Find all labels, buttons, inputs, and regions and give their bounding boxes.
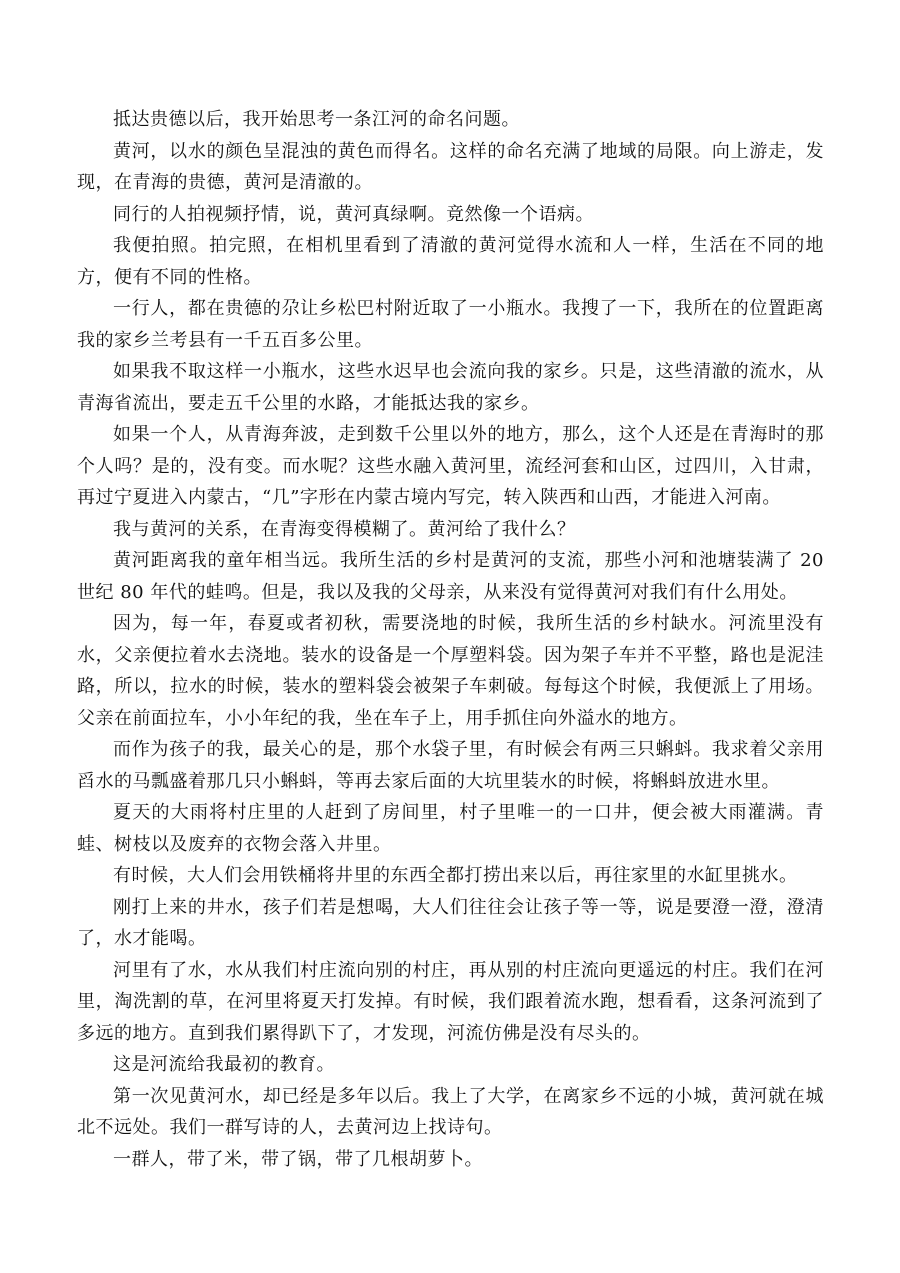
paragraph: 一群人，带了米，带了锅，带了几根胡萝卜。: [113, 1148, 483, 1170]
paragraph: 同行的人拍视频抒情，说，黄河真绿啊。竟然像一个语病。: [113, 203, 594, 225]
paragraph: 如果一个人，从青海奔波，走到数千公里以外的地方，那么，这个人还是在青海时的那个人吗？是的，没有变。而水呢？这些水融入黄河里，流经河套和山区，过四川，入甘肃，再过宁夏进入内蒙古，“几”字形在内蒙古境内写完，转入陕西和山西，才能进入河南。: [77, 424, 824, 508]
paragraph: 第一次见黄河水，却已经是多年以后。我上了大学，在离家乡不远的小城，黄河就在城北不远处。我们一群写诗的人，去黄河边上找诗句。: [77, 1085, 824, 1138]
paragraph: 我便拍照。拍完照，在相机里看到了清澈的黄河觉得水流和人一样，生活在不同的地方，便有不同的性格。: [77, 235, 824, 288]
paragraph: 黄河，以水的颜色呈混浊的黄色而得名。这样的命名充满了地域的局限。向上游走，发现，在青海的贵德，黄河是清澈的。: [77, 140, 824, 193]
paragraph: 夏天的大雨将村庄里的人赶到了房间里，村子里唯一的一口井，便会被大雨灌满。青蛙、树枝以及废弃的衣物会落入井里。: [77, 802, 824, 855]
paragraph: 有时候，大人们会用铁桶将井里的东西全都打捞出来以后，再往家里的水缸里挑水。: [113, 865, 798, 886]
paragraph: 黄河距离我的童年相当远。我所生活的乡村是黄河的支流，那些小河和池塘装满了 20 世纪 80 年代的蛙鸣。但是，我以及我的父母亲，从来没有觉得黄河对我们有什么用处。: [77, 550, 824, 603]
paragraph: 河里有了水，水从我们村庄流向别的村庄，再从别的村庄流向更遥远的村庄。我们在河里，淘洗割的草，在河里将夏天打发掉。有时候，我们跟着流水跑，想看看，这条河流到了多远的地方。直到我们累得趴下了，才发现，河流仿佛是没有尽头的。: [77, 959, 824, 1044]
paragraph: 而作为孩子的我，最关心的是，那个水袋子里，有时候会有两三只蝌蚪。我求着父亲用舀水的马瓢盛着那几只小蝌蚪，等再去家后面的大坑里装水的时候，将蝌蚪放进水里。: [77, 739, 824, 792]
paragraph: 这是河流给我最初的教育。: [113, 1054, 335, 1075]
paragraph: 抵达贵德以后，我开始思考一条江河的命名问题。: [113, 109, 520, 130]
paragraph: 刚打上来的井水，孩子们若是想喝，大人们往往会让孩子等一等，说是要澄一澄，澄清了，水才能喝。: [77, 896, 824, 949]
paragraph: 因为，每一年，春夏或者初秋，需要浇地的时候，我所生活的乡村缺水。河流里没有水，父亲便拉着水去浇地。装水的设备是一个厚塑料袋。因为架子车并不平整，路也是泥洼路，所以，拉水的时候，装水的塑料袋会被架子车刺破。每每这个时候，我便派上了用场。父亲在前面拉车，小小年纪的我，坐在车子上，用手抓住向外溢水的地方。: [77, 613, 824, 729]
paragraph: 我与黄河的关系，在青海变得模糊了。黄河给了我什么？: [113, 518, 576, 540]
paragraph: 一行人，都在贵德的尕让乡松巴村附近取了一小瓶水。我搜了一下，我所在的位置距离我的家乡兰考县有一千五百多公里。: [77, 298, 824, 351]
paragraph: 如果我不取这样一小瓶水，这些水迟早也会流向我的家乡。只是，这些清澈的流水，从青海省流出，要走五千公里的水路，才能抵达我的家乡。: [77, 361, 824, 414]
article-body: [77, 104, 824, 1175]
